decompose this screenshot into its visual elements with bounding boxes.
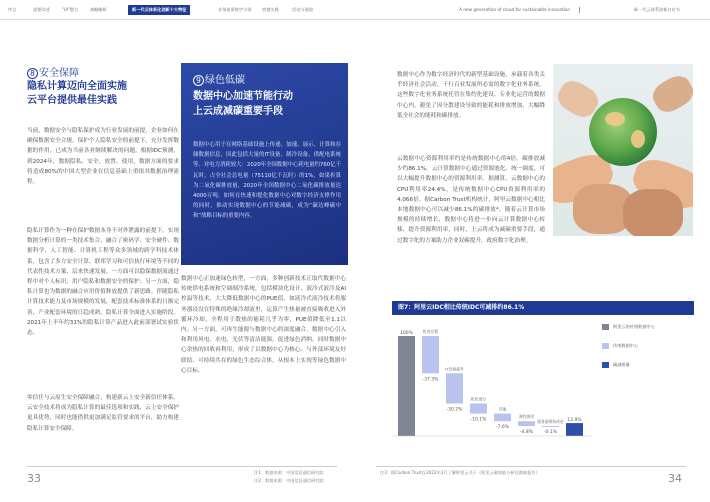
chart-bar	[446, 373, 463, 403]
category-label: 机柜部分	[470, 396, 487, 402]
divider	[579, 7, 580, 13]
chart-bar	[542, 426, 559, 427]
legend-item: 碳减排量	[602, 362, 702, 371]
category-label: 弹性调用	[518, 414, 535, 420]
section-heading: 隐私计算迈向全面实施 云平台提供最佳实践	[27, 81, 127, 106]
nav-item[interactable]: 活动与展望	[292, 7, 313, 12]
nav-item-active[interactable]: 新一代云体系化创新十大特征	[128, 5, 190, 15]
header-tagline: A new generation of cloud for sustainable innovation	[459, 7, 570, 12]
globe-icon	[589, 98, 657, 166]
data-label: -7.6%	[495, 425, 510, 431]
nav-item[interactable]: 业务前景数字引领	[218, 7, 252, 12]
section-number: 8	[27, 68, 38, 79]
paragraph: 隐私计算作为一种在保护数据本身不对外泄露的前提下，实现数据分析计算的一类技术集合，融合了密码学、安全硬件、数据科学、人工智能、计算机工程等众多领域的跨学科技术体系，包含了多方安全计算、联邦学习和可信执行环境等不同的代表性技术方案，层来快速发展。一方面可以隐保数据流通过程中对个人标识、用户隐私和数据安全的保护；另一方面，隐私计算也为数据的融合应用价值释放提供了新思路。伴随隐私计算技术能力及市场规模的发展，配套技术标准体系的日渐完善，产业配套环境的日趋成熟，隐私计算全面进入实施阶段。2021年上半年约31%的隐私计算产品进入此前部署试实验状态。	[27, 228, 179, 337]
nav-item[interactable]: 序言	[8, 7, 17, 12]
chart-bar	[566, 423, 583, 436]
legend-swatch	[602, 324, 609, 330]
data-label: -30.2%	[446, 407, 463, 413]
footnote: 注2：数据来源：中国信息通信研究院	[254, 478, 324, 483]
data-label: 12.9%	[567, 418, 582, 424]
section-title	[27, 64, 79, 79]
hands-globe-photo	[553, 64, 693, 236]
paragraph: 当前，数据安全与隐私保护成为行业发展的前提，企业如何在确保数据安全合规，保护个人隐私安全的前提下，充分发挥数据的作用，已成为当前各业继续解决的问题。根据IDC预测，到2024年，数据隐私、安全、放置、使用，数据方面的要求将造成80%的中国大型企业在信息基础上重组其数据治理流程。	[27, 128, 179, 186]
footer-rule	[27, 466, 337, 467]
data-label: 100%	[400, 331, 413, 336]
nav-item[interactable]: “IA”整合	[62, 7, 79, 12]
legend-swatch	[602, 343, 609, 349]
chart-bar	[494, 414, 511, 422]
section-heading: 数据中心加速节能行动 上云成减碳重要手段	[193, 91, 293, 117]
data-label: -0.1%	[543, 430, 558, 436]
legend-swatch	[602, 362, 609, 368]
section-label: 绿色低碳	[205, 75, 245, 86]
chart-bar	[518, 421, 535, 426]
category-label: 其他	[498, 406, 507, 412]
figure-title: 图7：阿里云IDC相比传统IDC可减排约86.1%	[392, 301, 694, 315]
section-label: 安全保障	[39, 68, 79, 79]
page-number: 33	[27, 472, 41, 485]
paragraph: 云数据中心资源利用率约是传统数据中心的4倍，碳排放减少约86.1%。云计算数据中心通过资源池化、统一调度，可以大幅提升数据中心的资源利用率。据测算，云数据中心的CPU利用率24.4%，是传统数据中心CPU资源利用率的4.066倍。据Carbon Trust机构统计，阿里云数据中心相比本地数据中心可以减少86.1%的碳排放*。随着云计算市场规模的持续增长，数据中心将进一步向云计算数据中心转移，提升资源利用率，同时，上云将成为减碳重要手段，通过数字化的方案助力企业双碳提升，政府数字化治理。	[397, 156, 545, 244]
section-number: 9	[193, 75, 204, 86]
nav-item[interactable]: 重要综述	[33, 7, 50, 12]
footnote: 注3：据Carbon Trust在2022年3月了解阿里云关于《阿里云碳效能分析及数据报告》	[380, 470, 540, 475]
data-label: -37.3%	[422, 377, 439, 383]
paragraph: 数据中心用于在网络基础设施上传递、加速、展示、计算和存储数据信息，因此包括大量的IT设备、制冷设备、供配电系统等。对电力消耗较大：2020年全国数据中心耗电量约760亿千瓦时，占全社会总电量（75110亿千瓦时）的1%，如果折算为二氧化碳排放量，2020年全国数据中心二氧化碳排放量达4000万吨。如何在快速和提化数据中心对数字经济支撑作用的同时，推动实现数据中心的节能减碳，成为“碳达峰碳中和”战略目标的重要内容。	[193, 142, 341, 220]
section-title	[193, 71, 245, 86]
page-number: 34	[668, 472, 682, 485]
paragraph: 数据中心正加速绿色转型，一方面，多种创新技术正取代数据中心传统供电系统和空调制冷系统，包括模块化设计、液冷式液冷及AI控温等技术，大大降低数据中心的PUE值，如液冷式液冷技术将服务器浸没在特殊的绝缘冷却液里，运算产生热量被直接吸收进入外循环冷却，全程用于散热的能耗几乎为零，PUE值降低至1.1以内。另一方面，可再生能源与数据中心的深度融合，数据中心引入和利用风电、水电、光伏等清洁能源，促进绿色消纳。同时数据中心余热的回收再利用，形成了以数据中心为核心、与外部环境友好联结、可持续共存的绿色生态综合体，从根本上实现等绿色数据中心目标。	[181, 276, 346, 374]
chart-bar	[470, 404, 487, 414]
chart-plot	[392, 318, 592, 454]
data-label: -10.1%	[470, 417, 487, 423]
header-tagline-cn: 新一代云体系创新白皮书	[633, 7, 680, 12]
footer-rule	[376, 466, 686, 467]
legend-item: 传统数据中心	[602, 343, 702, 352]
category-label: 服务器维持改进	[537, 419, 564, 424]
nav-item[interactable]: 营销实践	[262, 7, 279, 12]
legend-item: 阿里云的传统数据中心	[602, 324, 702, 333]
top-nav	[0, 0, 710, 20]
waterfall-chart	[392, 318, 694, 454]
paragraph: 零信任与云原生安全保障融合，构建新云上安全新信任体系。云安全技术将成为隐私计算的最佳选项和实践，云上安全保护更具优势，同时也能借供更加满足监管要求的平台，助力构建隐私计算安全保障。	[27, 395, 179, 432]
footnote: 注1：数据来源：中国信息通信研究院	[254, 470, 324, 475]
category-label: 机房设置	[422, 329, 439, 334]
highlight-box	[181, 63, 348, 265]
category-label: IT设备提升	[445, 366, 464, 372]
nav-item[interactable]: 战略解析	[90, 7, 107, 12]
data-label: -4.8%	[519, 430, 534, 435]
chart-bar	[422, 336, 439, 373]
paragraph: 数据中心作为数字经济时代的新型基础设施，承载着各类关乎经济社会活动、千行百业发展所必需的数字化业务系统。这些数字化业务系统托管在集约化建设、专业化运营的数据中心内，避免了因分散建设导致的能耗和排放增加，大幅降低全社会的能耗和碳排放。	[397, 72, 545, 119]
chart-bar	[398, 336, 415, 436]
chart-legend	[602, 324, 702, 381]
